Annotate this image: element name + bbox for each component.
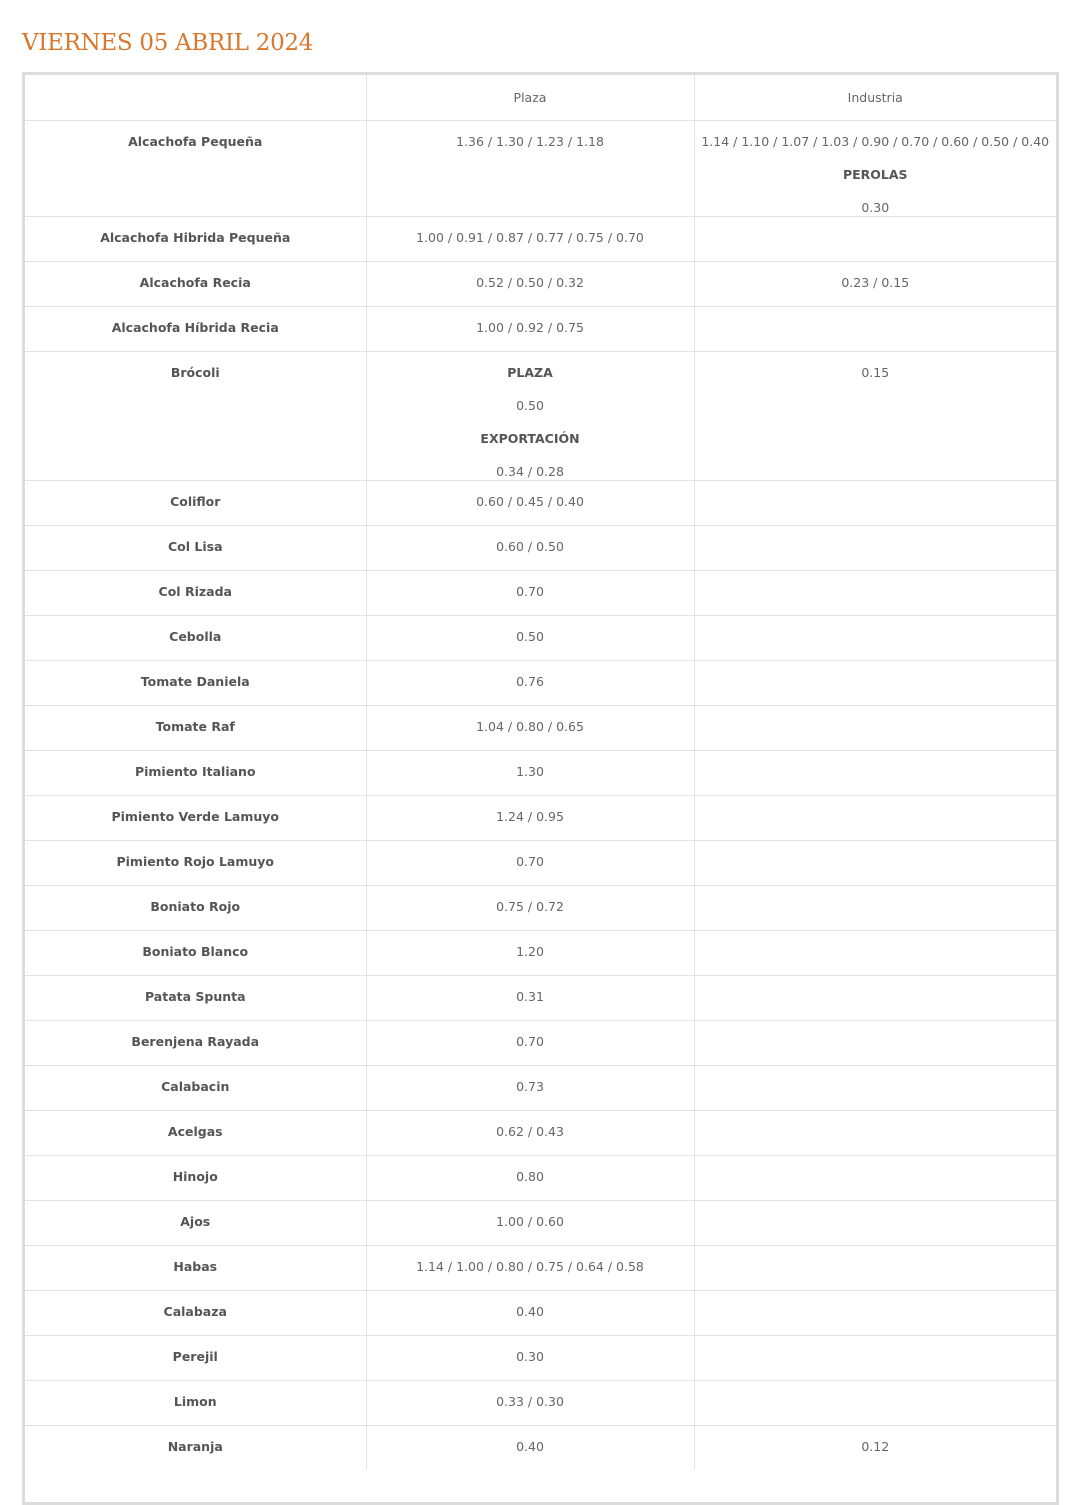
plaza-prices (366, 1201, 694, 1246)
price-value: 0.33 / 0.30 (496, 1394, 564, 1409)
plaza-prices (366, 571, 694, 616)
column-header-plaza: Plaza (366, 75, 694, 121)
table-row (25, 616, 1056, 661)
page-title: VIERNES 05 ABRIL 2024 (22, 30, 314, 56)
price-value: 1.14 / 1.10 / 1.07 / 1.03 / 0.90 / 0.70 / 0.60 / 0.50 / 0.40 (701, 134, 1050, 149)
price-value: 0.52 / 0.50 / 0.32 (476, 275, 584, 290)
product-name: Calabaza (25, 1291, 366, 1336)
price-value: 0.70 (516, 854, 544, 869)
industria-prices (694, 1246, 1056, 1291)
table-row (25, 1066, 1056, 1111)
industria-prices (694, 526, 1056, 571)
table-row (25, 1021, 1056, 1066)
product-name: Tomate Daniela (25, 661, 366, 706)
price-value: 0.75 / 0.72 (496, 899, 564, 914)
table-row (25, 1246, 1056, 1291)
plaza-prices (366, 352, 694, 481)
plaza-prices (366, 616, 694, 661)
industria-prices (694, 1066, 1056, 1111)
table-row (25, 526, 1056, 571)
price-value: 0.30 (861, 200, 890, 215)
price-value: 1.20 (516, 944, 544, 959)
industria-prices (694, 481, 1056, 526)
price-value: 0.23 / 0.15 (841, 275, 910, 290)
price-value: 0.62 / 0.43 (496, 1124, 564, 1139)
plaza-prices (366, 931, 694, 976)
price-subheader: EXPORTACIÓN (480, 431, 580, 446)
table-row (25, 706, 1056, 751)
table-row (25, 1201, 1056, 1246)
product-name: Patata Spunta (25, 976, 366, 1021)
plaza-prices (366, 976, 694, 1021)
price-value: 1.24 / 0.95 (496, 809, 564, 824)
plaza-prices (366, 1111, 694, 1156)
table-header-row (25, 75, 1056, 121)
price-value: 0.30 (516, 1349, 544, 1364)
product-name: Pimiento Italiano (25, 751, 366, 796)
product-name: Habas (25, 1246, 366, 1291)
industria-prices (694, 751, 1056, 796)
price-value: 0.60 / 0.45 / 0.40 (476, 494, 584, 509)
column-header-industria: Industria (694, 75, 1056, 121)
industria-prices (694, 307, 1056, 352)
product-name: Perejil (25, 1336, 366, 1381)
plaza-prices (366, 706, 694, 751)
table-body (25, 121, 1056, 1471)
table-row (25, 661, 1056, 706)
industria-prices (694, 976, 1056, 1021)
table-row (25, 976, 1056, 1021)
plaza-prices (366, 1426, 694, 1471)
price-value: 0.60 / 0.50 (496, 539, 564, 554)
table-row (25, 1291, 1056, 1336)
product-name: Naranja (25, 1426, 366, 1471)
plaza-prices (366, 307, 694, 352)
industria-prices (694, 1426, 1056, 1471)
industria-prices (694, 796, 1056, 841)
price-value: 1.14 / 1.00 / 0.80 / 0.75 / 0.64 / 0.58 (416, 1259, 644, 1274)
product-name: Alcachofa Pequeña (25, 121, 366, 217)
price-value: 1.36 / 1.30 / 1.23 / 1.18 (456, 134, 604, 149)
product-name: Acelgas (25, 1111, 366, 1156)
price-value: 0.73 (516, 1079, 544, 1094)
price-value: 0.76 (516, 674, 544, 689)
table-row (25, 217, 1056, 262)
table-row (25, 841, 1056, 886)
industria-prices (694, 217, 1056, 262)
price-value: 0.40 (516, 1439, 544, 1454)
price-value: 0.70 (516, 1034, 544, 1049)
price-table-frame (22, 72, 1059, 1505)
plaza-prices (366, 751, 694, 796)
table-row (25, 352, 1056, 481)
industria-prices (694, 1156, 1056, 1201)
product-name: Berenjena Rayada (25, 1021, 366, 1066)
industria-prices (694, 1111, 1056, 1156)
industria-prices (694, 1291, 1056, 1336)
industria-prices (694, 1021, 1056, 1066)
product-name: Alcachofa Hibrida Pequeña (25, 217, 366, 262)
plaza-prices (366, 481, 694, 526)
table-row (25, 121, 1056, 217)
plaza-prices (366, 841, 694, 886)
plaza-prices (366, 796, 694, 841)
product-name: Hinojo (25, 1156, 366, 1201)
industria-prices (694, 1381, 1056, 1426)
price-value: 0.15 (861, 365, 890, 380)
price-value: 0.34 / 0.28 (496, 464, 564, 479)
plaza-prices (366, 121, 694, 217)
product-name: Boniato Blanco (25, 931, 366, 976)
industria-prices (694, 706, 1056, 751)
plaza-prices (366, 1291, 694, 1336)
industria-prices (694, 616, 1056, 661)
product-name: Tomate Raf (25, 706, 366, 751)
table-row (25, 307, 1056, 352)
product-name: Brócoli (25, 352, 366, 481)
table-row (25, 1381, 1056, 1426)
table-row (25, 571, 1056, 616)
table-row (25, 1336, 1056, 1381)
product-name: Boniato Rojo (25, 886, 366, 931)
table-row (25, 1156, 1056, 1201)
price-value: 0.50 (516, 629, 544, 644)
price-value: 1.00 / 0.92 / 0.75 (476, 320, 584, 335)
plaza-prices (366, 262, 694, 307)
table-row (25, 1111, 1056, 1156)
product-name: Alcachofa Híbrida Recia (25, 307, 366, 352)
table-row (25, 751, 1056, 796)
plaza-prices (366, 661, 694, 706)
price-table (25, 75, 1056, 1470)
industria-prices (694, 1201, 1056, 1246)
plaza-prices (366, 1066, 694, 1111)
product-name: Pimiento Verde Lamuyo (25, 796, 366, 841)
table-row (25, 481, 1056, 526)
industria-prices (694, 661, 1056, 706)
price-subheader: PLAZA (507, 365, 553, 380)
product-name: Alcachofa Recia (25, 262, 366, 307)
product-name: Limon (25, 1381, 366, 1426)
plaza-prices (366, 1246, 694, 1291)
table-row (25, 886, 1056, 931)
plaza-prices (366, 1156, 694, 1201)
price-value: 0.70 (516, 584, 544, 599)
industria-prices (694, 262, 1056, 307)
product-name: Col Lisa (25, 526, 366, 571)
price-value: 0.12 (861, 1439, 890, 1454)
industria-prices (694, 352, 1056, 481)
product-name: Ajos (25, 1201, 366, 1246)
price-value: 1.00 / 0.60 (496, 1214, 564, 1229)
price-value: 0.40 (516, 1304, 544, 1319)
plaza-prices (366, 217, 694, 262)
price-value: 1.30 (516, 764, 544, 779)
industria-prices (694, 1336, 1056, 1381)
table-row (25, 262, 1056, 307)
product-name: Col Rizada (25, 571, 366, 616)
product-name: Cebolla (25, 616, 366, 661)
industria-prices (694, 886, 1056, 931)
product-name: Coliflor (25, 481, 366, 526)
plaza-prices (366, 526, 694, 571)
product-name: Pimiento Rojo Lamuyo (25, 841, 366, 886)
price-value: 1.04 / 0.80 / 0.65 (476, 719, 584, 734)
table-row (25, 931, 1056, 976)
price-value: 0.80 (516, 1169, 544, 1184)
table-row (25, 1426, 1056, 1471)
plaza-prices (366, 886, 694, 931)
price-value: 0.31 (516, 989, 544, 1004)
industria-prices (694, 571, 1056, 616)
industria-prices (694, 841, 1056, 886)
plaza-prices (366, 1381, 694, 1426)
industria-prices (694, 121, 1056, 217)
table-row (25, 796, 1056, 841)
price-value: 1.00 / 0.91 / 0.87 / 0.77 / 0.75 / 0.70 (416, 230, 644, 245)
plaza-prices (366, 1336, 694, 1381)
price-value: 0.50 (516, 398, 544, 413)
price-subheader: PEROLAS (842, 167, 908, 182)
industria-prices (694, 931, 1056, 976)
plaza-prices (366, 1021, 694, 1066)
product-name: Calabacin (25, 1066, 366, 1111)
column-header-product (25, 75, 366, 121)
